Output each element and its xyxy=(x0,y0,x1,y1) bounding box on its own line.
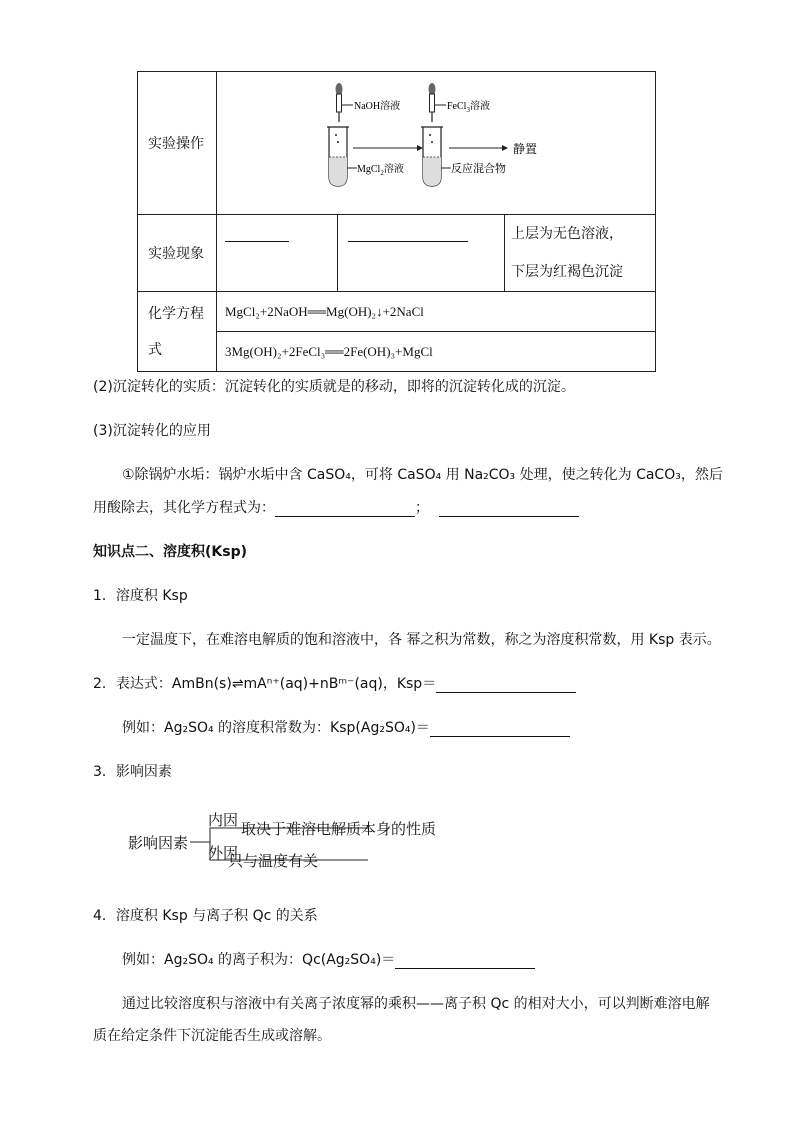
equation-label-line2: 式 xyxy=(148,341,162,358)
boiler-blank-2 xyxy=(439,500,579,517)
arrow-1-icon xyxy=(353,145,423,151)
row-operation-label: 实验操作 xyxy=(138,72,217,215)
mixture-label: 反应混合物 xyxy=(451,162,506,175)
fecl3-label xyxy=(447,99,490,114)
dropper-2-icon xyxy=(429,83,436,122)
qc-example-blank xyxy=(395,952,535,969)
factor-outer-desc: 只与温度有关 xyxy=(228,854,319,870)
paragraph-application: (3)沉淀转化的应用 xyxy=(93,423,211,439)
row-operation xyxy=(138,72,656,215)
stand-label: 静置 xyxy=(513,142,538,156)
phenomenon-1-blank xyxy=(225,240,289,242)
experiment-table xyxy=(137,71,656,372)
paragraph-boiler-line1: ①除锅炉水垢：锅炉水垢中含 CaSO₄，可将 CaSO₄ 用 Na₂CO₃ 处理，使之转化为 CaCO₃，然后 xyxy=(122,467,723,483)
fecl3-subscript: 3 xyxy=(466,106,470,114)
paragraph-boiler-line2 xyxy=(93,497,579,517)
equation-label-line1: 化学方程 xyxy=(148,305,204,322)
apparatus-cell xyxy=(217,72,656,215)
row-phenomenon xyxy=(138,215,656,292)
mgcl2-tail: 溶液 xyxy=(383,164,404,175)
boiler-blank-1 xyxy=(275,500,415,517)
row-equation-label xyxy=(138,292,217,372)
factor-outer: 外因 xyxy=(208,846,239,862)
paragraph-essence: (2)沉淀转化的实质：沉淀转化的实质就是的移动，即将的沉淀转化成的沉淀。 xyxy=(93,379,575,395)
phenomenon-3-line2: 下层为红褐色沉淀 xyxy=(511,264,623,280)
row-equation-1 xyxy=(138,292,656,332)
factor-inner-desc: 取决于难溶电解质本身的性质 xyxy=(241,822,437,838)
fecl3-tail: 溶液 xyxy=(469,101,490,112)
arrow-2-icon xyxy=(449,145,508,151)
fecl3-text: FeCl xyxy=(447,101,467,112)
section-4-body-line2: 质在给定条件下沉淀能否生成或溶解。 xyxy=(93,1028,331,1044)
qc-example-text: 例如：Ag₂SO₄ 的离子积为：Qc(Ag₂SO₄)＝ xyxy=(122,952,396,968)
section-2-example xyxy=(122,717,570,737)
phenomenon-3-line1: 上层为无色溶液， xyxy=(511,226,623,242)
test-tube-2-icon xyxy=(421,127,443,186)
mgcl2-subscript: 2 xyxy=(380,169,384,177)
section-4-example xyxy=(122,949,535,969)
equation-2: 3Mg(OH)₂+2FeCl₃══2Fe(OH)₃+MgCl xyxy=(217,332,656,372)
section-4-title: 4．溶度积 Ksp 与离子积 Qc 的关系 xyxy=(93,908,318,924)
section-2-title xyxy=(93,673,576,693)
boiler-prefix: 用酸除去，其化学方程式为： xyxy=(93,500,275,516)
heading-knowledge-2: 知识点二、溶度积(Ksp) xyxy=(93,544,247,560)
ksp-example-blank xyxy=(430,720,570,737)
phenomenon-2-cell xyxy=(338,215,505,292)
dropper-1-icon xyxy=(336,83,343,122)
mgcl2-label xyxy=(357,162,404,177)
ksp-blank xyxy=(436,676,576,693)
factor-inner: 内因 xyxy=(208,813,239,829)
phenomenon-1-cell xyxy=(217,215,338,292)
expression-text: 2．表达式：AmBn(s)⇌mAⁿ⁺(aq)+nBᵐ⁻(aq)，Ksp＝ xyxy=(93,676,437,692)
factor-root: 影响因素 xyxy=(128,836,189,852)
boiler-separator: ； xyxy=(415,500,429,516)
naoh-text: NaOH溶液 xyxy=(354,101,401,112)
section-4-body-line1: 通过比较溶度积与溶液中有关离子浓度幂的乘积——离子积 Qc 的相对大小，可以判断难溶电解 xyxy=(122,996,710,1012)
phenomenon-3-cell xyxy=(505,215,656,292)
naoh-label xyxy=(354,99,400,112)
equation-1: MgCl₂+2NaOH══Mg(OH)₂↓+2NaCl xyxy=(217,292,656,332)
row-phenomenon-label: 实验现象 xyxy=(138,215,217,292)
section-3-title: 3．影响因素 xyxy=(93,764,172,780)
section-1-title: 1．溶度积 Ksp xyxy=(93,588,188,604)
section-1-body: 一定温度下，在难溶电解质的饱和溶液中，各 幂之积为常数，称之为溶度积常数，用 Ksp 表示。 xyxy=(122,632,721,648)
mgcl2-text: MgCl xyxy=(357,164,381,175)
test-tube-1-icon xyxy=(327,127,349,186)
apparatus-diagram xyxy=(217,72,655,210)
phenomenon-2-blank xyxy=(348,240,468,242)
ksp-example-text: 例如：Ag₂SO₄ 的溶度积常数为：Ksp(Ag₂SO₄)＝ xyxy=(122,720,430,736)
